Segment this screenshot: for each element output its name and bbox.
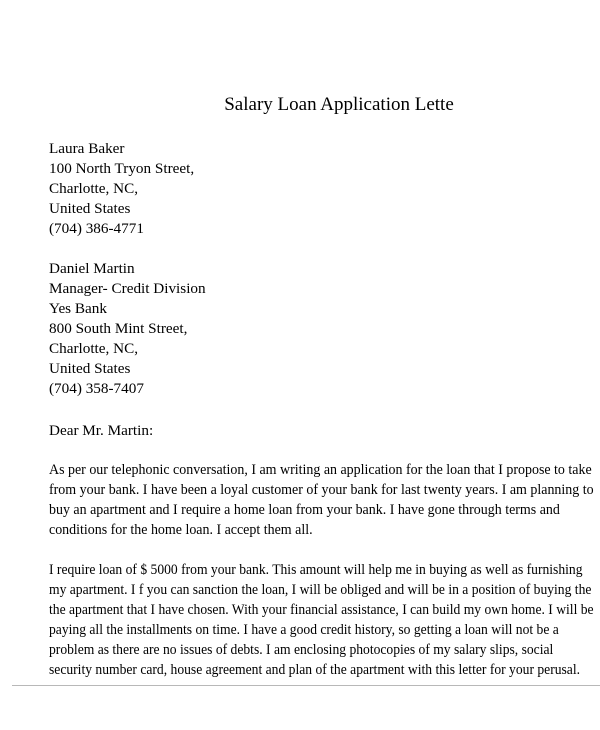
recipient-country: United States	[49, 360, 131, 377]
paragraph-line: conditions for the home loan. I accept them all.	[49, 521, 313, 538]
sender-phone: (704) 386-4771	[49, 220, 144, 237]
recipient-city: Charlotte, NC,	[49, 340, 139, 357]
sender-name: Laura Baker	[49, 140, 125, 157]
body-paragraph-1	[49, 460, 600, 540]
recipient-address-block	[49, 259, 206, 399]
recipient-position: Manager- Credit Division	[49, 280, 206, 297]
salutation-text: Dear Mr. Martin:	[49, 422, 154, 439]
paragraph-line: paying all the installments on time. I have a good credit history, so getting a loan will not be a	[49, 621, 559, 638]
sender-country: United States	[49, 200, 131, 217]
paragraph-line: my apartment. I f you can sanction the loan, I will be obliged and will be in a position of buying the	[49, 581, 592, 598]
sender-address-block	[49, 139, 194, 239]
recipient-phone: (704) 358-7407	[49, 380, 144, 397]
sender-street: 100 North Tryon Street,	[49, 160, 195, 177]
body-paragraph-2	[49, 560, 600, 680]
recipient-street: 800 South Mint Street,	[49, 320, 188, 337]
page-bottom-edge	[12, 685, 600, 686]
paragraph-line: problem as there are no issues of debts. I am enclosing photocopies of my salary slips, social	[49, 641, 554, 658]
document-title: Salary Loan Application Lette	[224, 94, 454, 115]
sender-city: Charlotte, NC,	[49, 180, 139, 197]
paragraph-line: buy an apartment and I require a home loan from your bank. I have gone through terms and	[49, 501, 560, 518]
paragraph-line: As per our telephonic conversation, I am writing an application for the loan that I propose to take	[49, 461, 592, 478]
recipient-company: Yes Bank	[49, 300, 107, 317]
paragraph-line: security number card, house agreement and plan of the apartment with this letter for your perusal.	[49, 661, 581, 678]
salutation	[49, 421, 153, 441]
paragraph-line: from your bank. I have been a loyal customer of your bank for last twenty years. I am planning to	[49, 481, 594, 498]
recipient-name: Daniel Martin	[49, 260, 135, 277]
paragraph-line: I require loan of $ 5000 from your bank. This amount will help me in buying as well as furnishing	[49, 561, 583, 578]
paragraph-line: the apartment that I have chosen. With your financial assistance, I can build my own home. I will be	[49, 601, 594, 618]
